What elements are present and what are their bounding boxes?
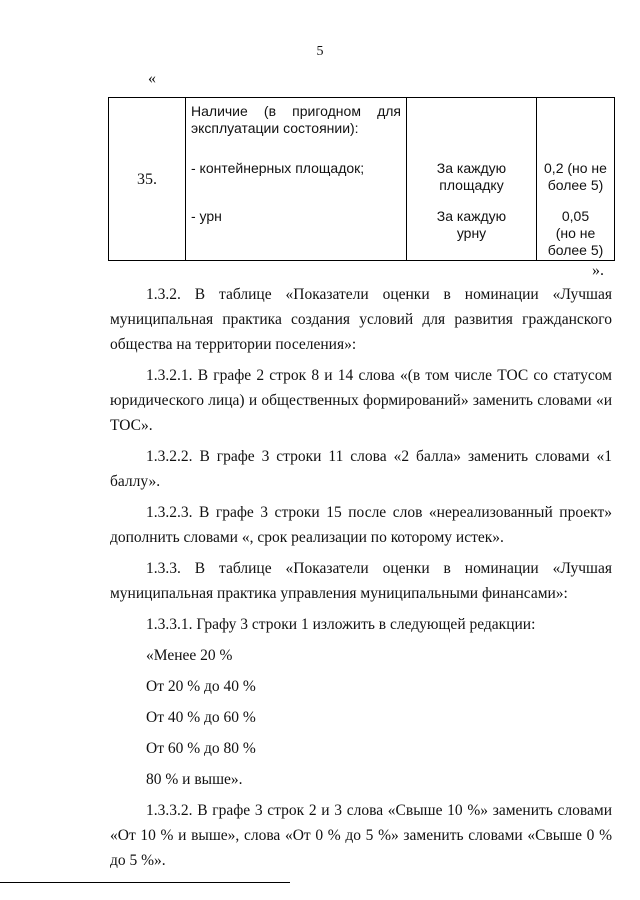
paragraph: 1.3.3.1. Графу 3 строки 1 изложить в следующей редакции: — [146, 616, 536, 633]
list-item: От 40 % до 60 % — [146, 709, 256, 726]
footer-divider — [0, 882, 290, 883]
closing-quote-mark: ». — [592, 262, 604, 279]
page-number: 5 — [316, 44, 324, 59]
list-item: 80 % и выше». — [146, 771, 243, 788]
document-body — [110, 282, 612, 879]
paragraph: 1.3.2. В таблице «Показатели оценки в номинации «Лучшая муниципальная практика создания условий для развития гражданского общества на территории поселения»: — [110, 286, 612, 353]
description-cell — [186, 98, 407, 261]
paragraph: 1.3.2.2. В графе 3 строки 11 слова «2 балла» заменить словами «1 баллу». — [110, 448, 612, 490]
bullet-container-sites: - контейнерных площадок; — [191, 160, 365, 176]
paragraph: 1.3.3.2. В графе 3 строк 2 и 3 слова «Свыше 10 %» заменить словами «От 10 % и выше», слова «От 0 % до 5 %» заменить словами «Свыше 0 % до 5 %». — [110, 802, 612, 869]
unit-per-bin: За каждую урну — [436, 208, 507, 241]
paragraph: 1.3.2.3. В графе 3 строки 15 после слов «нереализованный проект» дополнить словами «, срок реализации по которому истек». — [110, 504, 612, 546]
score-sites: 0,2 (но не более 5) — [544, 160, 607, 193]
list-item: «Менее 20 % — [146, 647, 233, 664]
list-item: От 20 % до 40 % — [146, 678, 256, 695]
opening-quote-mark: « — [148, 70, 156, 87]
paragraph: 1.3.3. В таблице «Показатели оценки в номинации «Лучшая муниципальная практика управления муниципальными финансами»: — [110, 560, 612, 602]
list-item: От 60 % до 80 % — [146, 740, 256, 757]
unit-per-site: За каждую площадку — [436, 160, 507, 193]
description-line-2: эксплуатации состоянии): — [191, 120, 359, 136]
bullet-bins: - урн — [191, 208, 222, 224]
row-number-cell — [109, 98, 186, 261]
unit-cell — [407, 98, 537, 261]
row-number: 35. — [137, 171, 157, 188]
score-cell — [537, 98, 615, 261]
paragraph: 1.3.2.1. В графе 2 строк 8 и 14 слова «(в том числе ТОС со статусом юридического лица) и общественных формирований» заменить словами «и ТОС». — [110, 367, 612, 434]
description-line-1: Наличие (в пригодном для — [191, 103, 401, 119]
score-bins: 0,05 (но не более 5) — [547, 208, 604, 258]
table-row — [109, 98, 615, 261]
indicator-table — [108, 97, 615, 261]
